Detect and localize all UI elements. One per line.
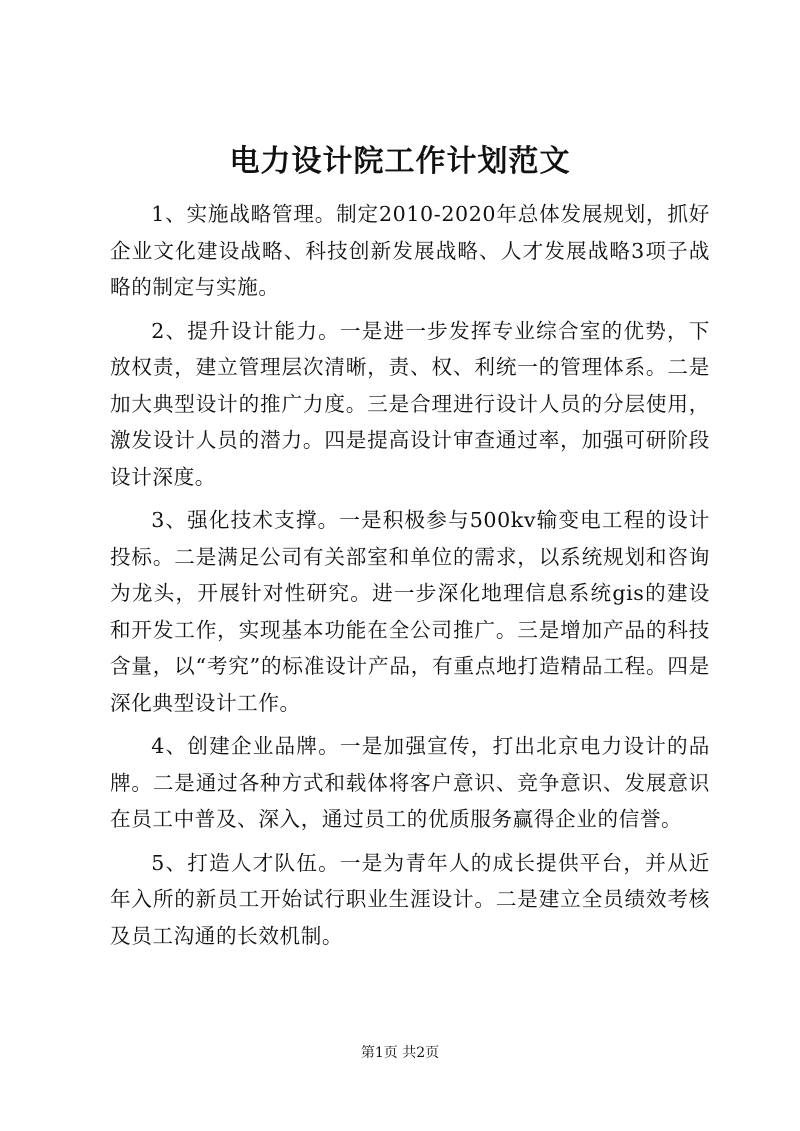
paragraph-5: 5、打造人才队伍。一是为青年人的成长提供平台，并从近年入所的新员工开始试行职业生涯设计。二是建立全员绩效考核及员工沟通的长效机制。 <box>110 850 710 948</box>
page-footer: 第1页 共2页 <box>360 1045 440 1061</box>
paragraph-4: 4、创建企业品牌。一是加强宣传，打出北京电力设计的品牌。二是通过各种方式和载体将客户意识、竞争意识、发展意识在员工中普及、深入，通过员工的优质服务赢得企业的信誉。 <box>110 734 710 831</box>
paragraph-3: 3、强化技术支撑。一是积极参与500kv输变电工程的设计投标。二是满足公司有关部室和单位的需求，以系统规划和咨询为龙头，开展针对性研究。进一步深化地理信息系统gis的建设和开发工作，实现基本功能在全公司推广。三是增加产品的科技含量，以“考究”的标准设计产品，有重点地打造精品工程。四是深化典型设计工作。 <box>110 508 711 715</box>
page-title: 电力设计院工作计划范文 <box>229 144 571 179</box>
document-body <box>110 196 710 961</box>
paragraph-2: 2、提升设计能力。一是进一步发挥专业综合室的优势，下放权责，建立管理层次清晰，责、权、利统一的管理体系。二是加大典型设计的推广力度。三是合理进行设计人员的分层使用，激发设计人员的潜力。四是提高设计审查通过率，加强可研阶段设计深度。 <box>110 318 710 489</box>
paragraph-1: 1、实施战略管理。制定2010-2020年总体发展规划，抓好企业文化建设战略、科技创新发展战略、人才发展战略3项子战略的制定与实施。 <box>110 202 710 299</box>
